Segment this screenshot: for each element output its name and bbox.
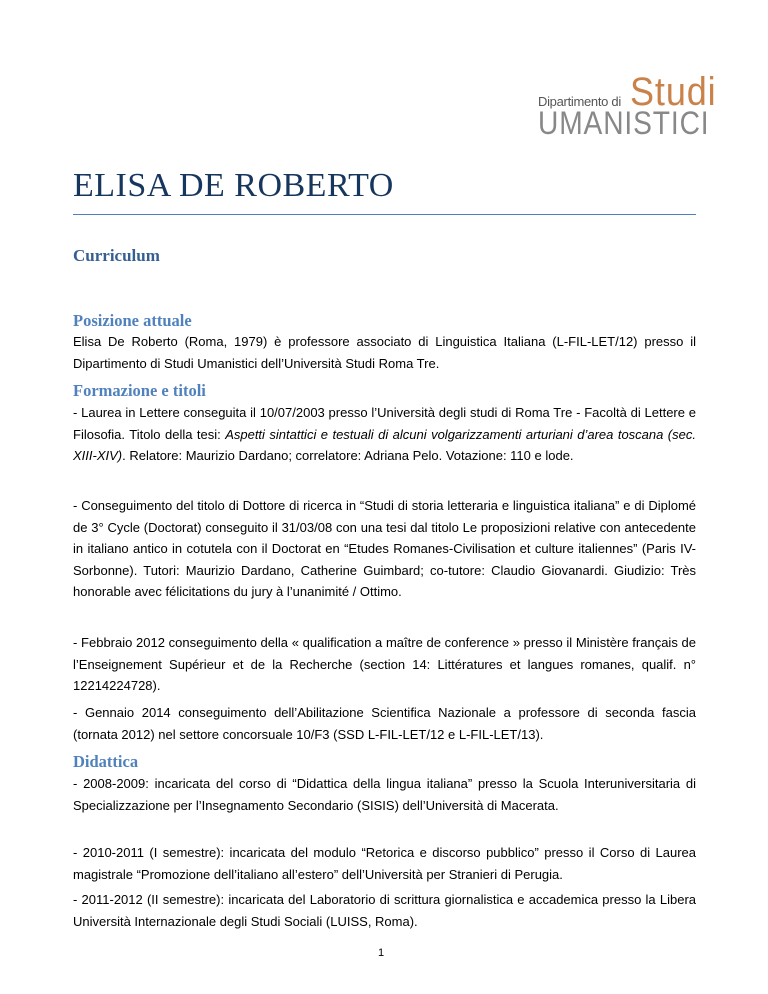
thesis-title: Aspetti sintattici e testuali di alcuni volgarizzamenti arturiani d’area toscana (sec. XIII-XIV)	[73, 426, 696, 463]
heading-formazione: Formazione e titoli	[73, 381, 206, 400]
heading-didattica: Didattica	[73, 752, 139, 771]
formazione-1-after: . Relatore: Maurizio Dardano; correlatore: Adriana Pelo. Votazione: 110 e lode.	[122, 448, 574, 463]
logo-studi-text: Studi	[630, 70, 717, 114]
formazione-1-before: - Laurea in Lettere conseguita il 10/07/2003 presso l’Università degli studi di Roma Tre - Facoltà di Lettere e Filosofia. Titolo della tesi:	[73, 405, 696, 442]
paragraph-formazione-3: - Febbraio 2012 conseguimento della « qualification a maître de conference » presso il Ministère français de l’Enseignement Supérieur et de la Recherche (section 14: Littératures et langues romanes, qualif. n° 12214224728).	[73, 635, 696, 693]
paragraph-formazione-4: - Gennaio 2014 conseguimento dell’Abilitazione Scientifica Nazionale a professore di seconda fascia (tornata 2012) nel settore concorsuale 10/F3 (SSD L-FIL-LET/12 e L-FIL-LET/13).	[73, 705, 696, 742]
paragraph-didattica-1: - 2008-2009: incaricata del corso di “Didattica della lingua italiana” presso la Scuola Interuniversitaria di Specializzazione per l’Insegnamento Secondario (SISIS) dell’Università di Macerata.	[73, 776, 696, 813]
title-divider	[73, 214, 696, 215]
paragraph-formazione-1	[73, 402, 696, 467]
page-number: 1	[378, 947, 385, 959]
paragraph-didattica-3: - 2011-2012 (II semestre): incaricata del Laboratorio di scrittura giornalistica e accademica presso la Libera Università Internazionale degli Studi Sociali (LUISS, Roma).	[73, 892, 696, 929]
paragraph-posizione: Elisa De Roberto (Roma, 1979) è professore associato di Linguistica Italiana (L-FIL-LET/12) presso il Dipartimento di Studi Umanistici dell’Università Studi Roma Tre.	[73, 334, 696, 371]
heading-posizione: Posizione attuale	[73, 311, 192, 330]
logo-umanistici-text: UMANISTICI	[538, 105, 710, 141]
heading-curriculum: Curriculum	[73, 246, 160, 265]
page-title: ELISA DE ROBERTO	[73, 167, 394, 204]
paragraph-formazione-2: - Conseguimento del titolo di Dottore di ricerca in “Studi di storia letteraria e linguistica italiana” e di Diplomé de 3° Cycle (Doctorat) conseguito il 31/03/08 con una tesi dal titolo Le proposizioni relative con antecedente in italiano antico in cotutela con il Doctorat en “Etudes Romanes-Civilisation et culture italiennes” (Paris IV-Sorbonne). Tutori: Maurizio Dardano, Catherine Guimbard; co-tutore: Claudio Giovanardi. Giudizio: Très honorable avec félicitations du jury à l’unanimité / Ottimo.	[73, 498, 696, 599]
department-logo	[536, 70, 717, 142]
logo-small-text: Dipartimento di	[538, 94, 621, 109]
paragraph-didattica-2: - 2010-2011 (I semestre): incaricata del modulo “Retorica e discorso pubblico” presso il Corso di Laurea magistrale “Promozione dell’italiano all’estero” dell’Università per Stranieri di Perugia.	[73, 845, 696, 882]
